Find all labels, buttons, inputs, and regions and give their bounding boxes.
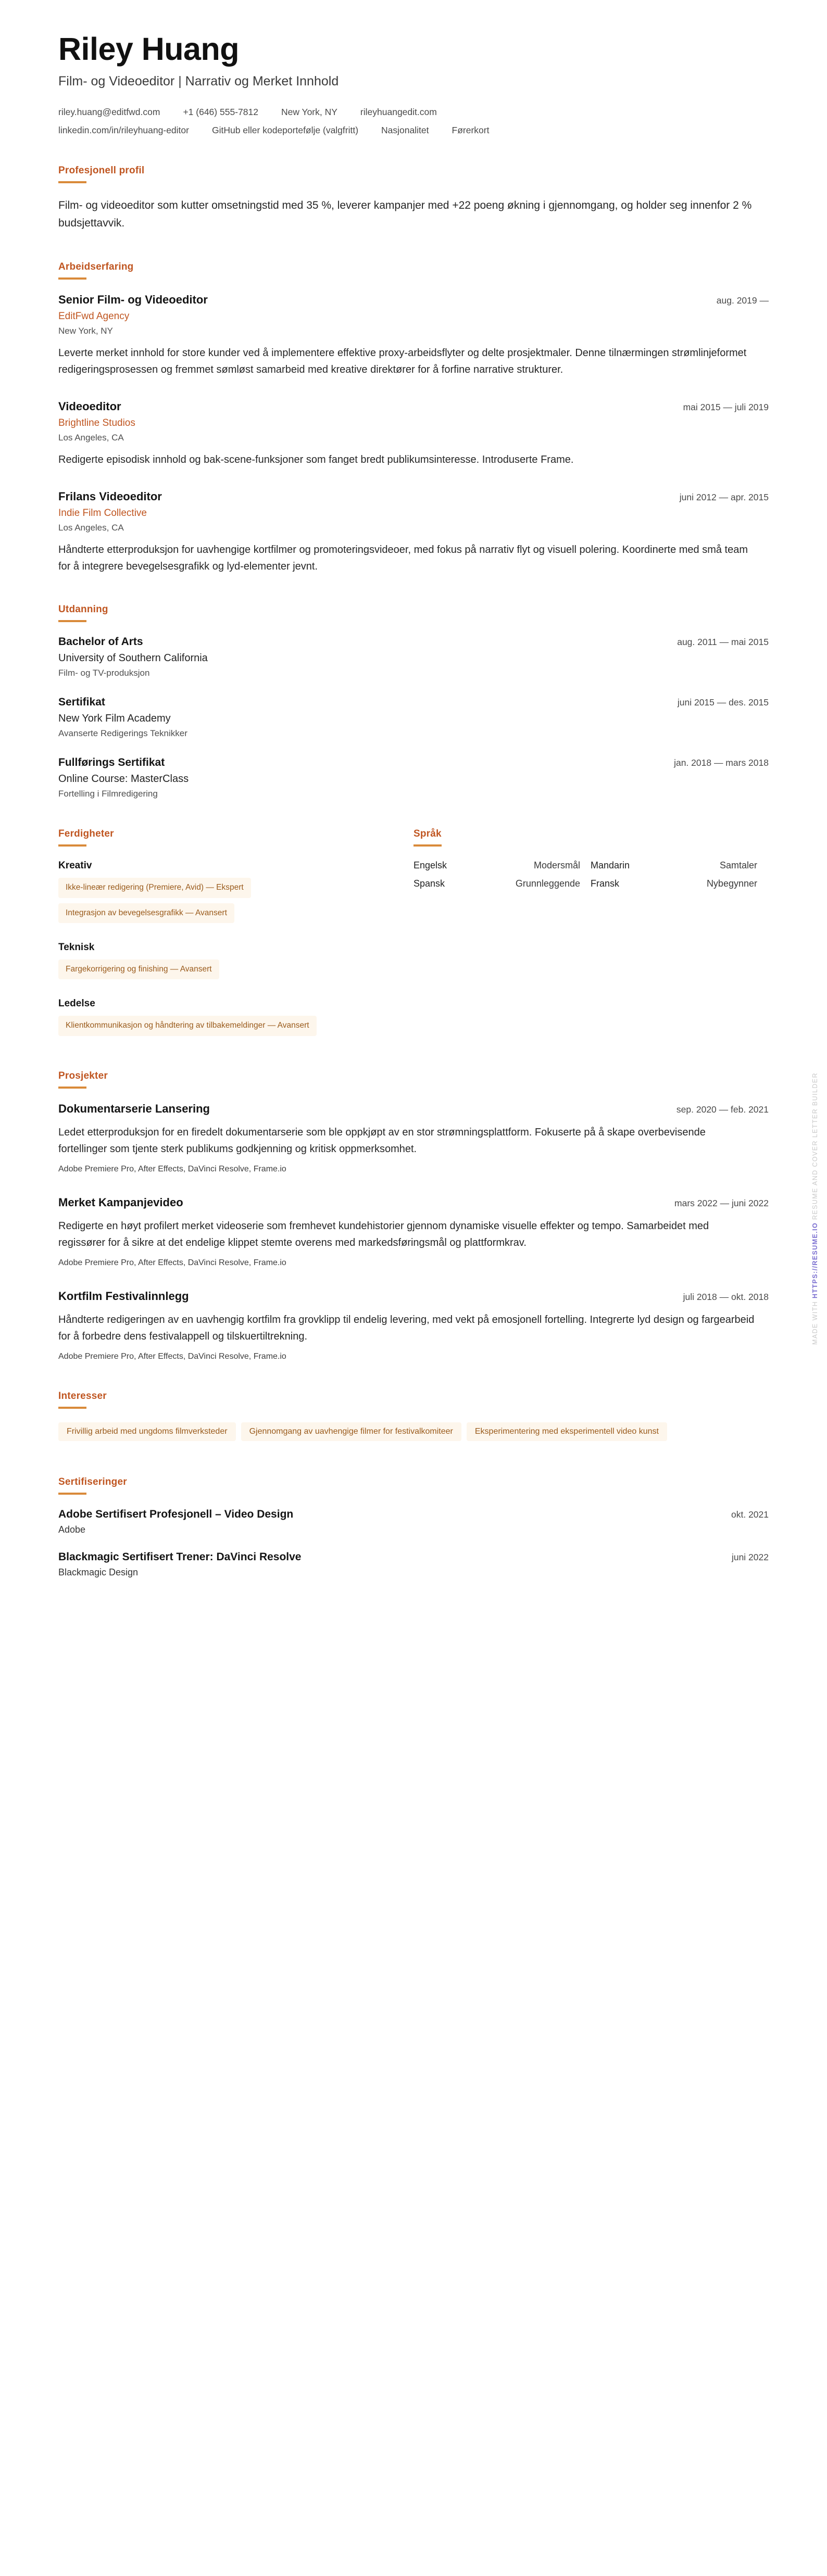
experience-title: Senior Film- og Videoeditor bbox=[58, 293, 208, 307]
language-item bbox=[414, 860, 580, 871]
experience-item bbox=[58, 490, 769, 575]
project-date: juli 2018 — okt. 2018 bbox=[683, 1291, 769, 1302]
experience-title: Frilans Videoeditor bbox=[58, 490, 162, 503]
education-field: Avanserte Redigerings Teknikker bbox=[58, 728, 187, 739]
contact-driving-license: Førerkort bbox=[452, 125, 490, 136]
education-school: New York Film Academy bbox=[58, 713, 171, 725]
experience-description: Redigerte episodisk innhold og bak-scene-funksjoner som fanget bredt publikumsinteresse. Introduserte Frame. bbox=[58, 454, 574, 466]
skill-pill: Ikke-lineær redigering (Premiere, Avid) — Ekspert bbox=[58, 878, 251, 898]
section-divider bbox=[58, 1493, 86, 1495]
experience-header bbox=[58, 293, 769, 307]
section-title-languages: Språk bbox=[414, 828, 442, 840]
skill-pill-list bbox=[58, 878, 393, 928]
watermark-link[interactable]: HTTPS://RESUME.IO bbox=[811, 1222, 819, 1298]
education-degree: Sertifikat bbox=[58, 696, 105, 709]
language-grid bbox=[414, 860, 757, 889]
skill-pill: Fargekorrigering og finishing — Avansert bbox=[58, 959, 219, 979]
experience-item bbox=[58, 293, 769, 378]
education-item bbox=[58, 696, 769, 739]
skill-category: Teknisk bbox=[58, 942, 95, 953]
certification-date: juni 2022 bbox=[731, 1551, 769, 1562]
education-header bbox=[58, 756, 769, 769]
skill-pill-list bbox=[58, 1016, 393, 1041]
project-header bbox=[58, 1102, 769, 1116]
skill-group bbox=[58, 998, 393, 1041]
contact-row-primary bbox=[58, 107, 769, 118]
section-profile bbox=[58, 165, 769, 232]
language-item bbox=[591, 878, 757, 889]
education-school: University of Southern California bbox=[58, 652, 208, 664]
project-header bbox=[58, 1290, 769, 1303]
education-field: Fortelling i Filmredigering bbox=[58, 789, 158, 799]
section-education bbox=[58, 604, 769, 799]
certification-date: okt. 2021 bbox=[731, 1509, 769, 1520]
interest-pill: Eksperimentering med eksperimentell video kunst bbox=[467, 1422, 667, 1441]
language-level: Samtaler bbox=[719, 860, 757, 871]
interest-pill: Gjennomgang av uavhengige filmer for festivalkomiteer bbox=[241, 1422, 461, 1441]
interest-pill: Frivillig arbeid med ungdoms filmverksteder bbox=[58, 1422, 236, 1441]
language-item bbox=[414, 878, 580, 889]
project-item bbox=[58, 1196, 769, 1268]
project-tools: Adobe Premiere Pro, After Effects, DaVinci Resolve, Frame.io bbox=[58, 1352, 286, 1361]
skills-column bbox=[58, 828, 414, 1041]
education-school: Online Course: MasterClass bbox=[58, 773, 189, 785]
section-divider bbox=[58, 181, 86, 183]
contact-phone: +1 (646) 555-7812 bbox=[183, 107, 258, 118]
education-date: jan. 2018 — mars 2018 bbox=[674, 757, 769, 768]
experience-location: New York, NY bbox=[58, 326, 113, 336]
certification-item bbox=[58, 1551, 769, 1578]
certification-issuer: Adobe bbox=[58, 1524, 86, 1535]
project-description: Håndterte redigeringen av en uavhengig kortfilm fra grovklipp til endelig levering, med vekt på emosjonell fortelling. Integrerte lyd design og fargearbeid for å forbedre dens festivalappell og tilskuertiltrekning. bbox=[58, 1314, 755, 1342]
education-date: juni 2015 — des. 2015 bbox=[677, 697, 769, 708]
skill-pill-list bbox=[58, 959, 393, 984]
section-divider bbox=[414, 844, 442, 847]
project-title: Merket Kampanjevideo bbox=[58, 1195, 183, 1209]
education-header bbox=[58, 696, 769, 709]
contact-location: New York, NY bbox=[281, 107, 337, 118]
section-experience bbox=[58, 261, 769, 575]
experience-location: Los Angeles, CA bbox=[58, 523, 124, 533]
contact-email[interactable]: riley.huang@editfwd.com bbox=[58, 107, 160, 118]
education-item bbox=[58, 756, 769, 799]
certification-header bbox=[58, 1551, 769, 1563]
language-name: Fransk bbox=[591, 878, 620, 889]
project-description: Redigerte en høyt profilert merket videoserie som fremhevet kundehistorier gjennom dynamiske visuelle effekter og tempo. Samarbeidet med regissører for å sikre at det endelige klippet stemte overens med markedsføringsmål og plattformkrav. bbox=[58, 1220, 709, 1248]
watermark-prefix: MADE WITH bbox=[811, 1298, 819, 1345]
experience-date: aug. 2019 — bbox=[716, 295, 769, 306]
project-item bbox=[58, 1102, 769, 1174]
watermark-suffix: RESUME AND COVER LETTER BUILDER bbox=[811, 1072, 819, 1222]
skill-group bbox=[58, 942, 393, 984]
section-title-certifications: Sertifiseringer bbox=[58, 1476, 127, 1487]
education-date: aug. 2011 — mai 2015 bbox=[677, 637, 769, 648]
project-description: Ledet etterproduksjon for en firedelt dokumentarserie som ble oppkjøpt av en stor strømningsplattform. Fokuserte på å skape overbevisende fortellinger som tjente sterk publikums godkjenning og kritisk oppmerksomhet. bbox=[58, 1126, 706, 1155]
project-header bbox=[58, 1196, 769, 1209]
section-title-interests: Interesser bbox=[58, 1390, 107, 1401]
resume-header bbox=[58, 32, 769, 136]
skill-pill: Klientkommunikasjon og håndtering av tilbakemeldinger — Avansert bbox=[58, 1016, 317, 1036]
section-certifications bbox=[58, 1476, 769, 1578]
education-item bbox=[58, 636, 769, 678]
experience-organization: EditFwd Agency bbox=[58, 311, 130, 322]
certification-header bbox=[58, 1508, 769, 1521]
language-name: Mandarin bbox=[591, 860, 630, 871]
section-interests bbox=[58, 1391, 769, 1447]
languages-column bbox=[414, 828, 769, 1041]
project-date: sep. 2020 — feb. 2021 bbox=[676, 1104, 769, 1115]
project-item bbox=[58, 1290, 769, 1361]
certification-issuer: Blackmagic Design bbox=[58, 1567, 139, 1577]
certification-title: Adobe Sertifisert Profesjonell – Video Design bbox=[58, 1508, 294, 1520]
contact-github[interactable]: GitHub eller kodeportefølje (valgfritt) bbox=[211, 125, 359, 136]
project-title: Kortfilm Festivalinnlegg bbox=[58, 1289, 189, 1303]
contact-row-secondary bbox=[58, 125, 769, 136]
page-title: Riley Huang bbox=[58, 31, 240, 67]
education-field: Film- og TV-produksjon bbox=[58, 668, 150, 678]
section-title-skills: Ferdigheter bbox=[58, 828, 114, 840]
skill-category: Kreativ bbox=[58, 860, 92, 872]
certification-title: Blackmagic Sertifisert Trener: DaVinci Resolve bbox=[58, 1550, 302, 1563]
section-title-projects: Prosjekter bbox=[58, 1070, 108, 1081]
education-degree: Fullførings Sertifikat bbox=[58, 756, 165, 769]
experience-date: juni 2012 — apr. 2015 bbox=[679, 492, 769, 503]
experience-title: Videoeditor bbox=[58, 400, 121, 413]
section-skills-languages bbox=[58, 828, 769, 1041]
project-tools: Adobe Premiere Pro, After Effects, DaVinci Resolve, Frame.io bbox=[58, 1258, 286, 1267]
section-divider bbox=[58, 1407, 86, 1409]
contact-linkedin[interactable]: linkedin.com/in/rileyhuang-editor bbox=[58, 125, 189, 136]
project-tools: Adobe Premiere Pro, After Effects, DaVinci Resolve, Frame.io bbox=[58, 1164, 286, 1173]
section-divider bbox=[58, 277, 86, 280]
language-level: Modersmål bbox=[533, 860, 580, 871]
experience-organization: Indie Film Collective bbox=[58, 508, 147, 519]
experience-header bbox=[58, 400, 769, 413]
interest-list bbox=[58, 1422, 769, 1447]
headline: Film- og Videoeditor | Narrativ og Merket Innhold bbox=[58, 74, 339, 89]
language-item bbox=[591, 860, 757, 871]
certification-item bbox=[58, 1508, 769, 1535]
skill-pill: Integrasjon av bevegelsesgrafikk — Avansert bbox=[58, 903, 234, 923]
watermark bbox=[811, 1072, 819, 1345]
contact-nationality: Nasjonalitet bbox=[381, 125, 429, 136]
experience-item bbox=[58, 400, 769, 468]
profile-text: Film- og videoeditor som kutter omsetningstid med 35 %, leverer kampanjer med +22 poeng økning i gjennomgang, og holder seg innenfor 2 % budsjettavvik. bbox=[58, 199, 752, 230]
language-level: Grunnleggende bbox=[515, 878, 580, 889]
language-name: Spansk bbox=[414, 878, 445, 889]
skill-group bbox=[58, 860, 393, 928]
section-divider bbox=[58, 1087, 86, 1089]
section-divider bbox=[58, 844, 86, 847]
skill-category: Ledelse bbox=[58, 998, 95, 1009]
project-title: Dokumentarserie Lansering bbox=[58, 1102, 210, 1115]
section-title-profile: Profesjonell profil bbox=[58, 165, 145, 176]
contact-website[interactable]: rileyhuangedit.com bbox=[360, 107, 437, 118]
experience-date: mai 2015 — juli 2019 bbox=[683, 402, 769, 413]
experience-organization: Brightline Studios bbox=[58, 418, 135, 429]
section-title-education: Utdanning bbox=[58, 604, 108, 615]
project-date: mars 2022 — juni 2022 bbox=[674, 1197, 769, 1208]
section-title-experience: Arbeidserfaring bbox=[58, 261, 134, 273]
section-projects bbox=[58, 1070, 769, 1361]
experience-description: Håndterte etterproduksjon for uavhengige kortfilmer og promoteringsvideoer, med fokus på narrativ flyt og visuell polering. Koordinerte med små team for å integrere bevegelsesgrafikk og lyd-elementer jevnt. bbox=[58, 544, 748, 573]
education-degree: Bachelor of Arts bbox=[58, 636, 143, 648]
experience-description: Leverte merket innhold for store kunder ved å implementere effektive proxy-arbeidsflyter og delte prosjektmaler. Denne tilnærmingen strømlinjeformet redigeringsprosessen og fremmet sømløst samarbeid med kreative direktører for å forfine narrative strukturer. bbox=[58, 347, 747, 376]
language-level: Nybegynner bbox=[706, 878, 757, 889]
experience-header bbox=[58, 490, 769, 503]
section-divider bbox=[58, 620, 86, 622]
language-name: Engelsk bbox=[414, 860, 447, 871]
education-header bbox=[58, 636, 769, 648]
experience-location: Los Angeles, CA bbox=[58, 433, 124, 443]
